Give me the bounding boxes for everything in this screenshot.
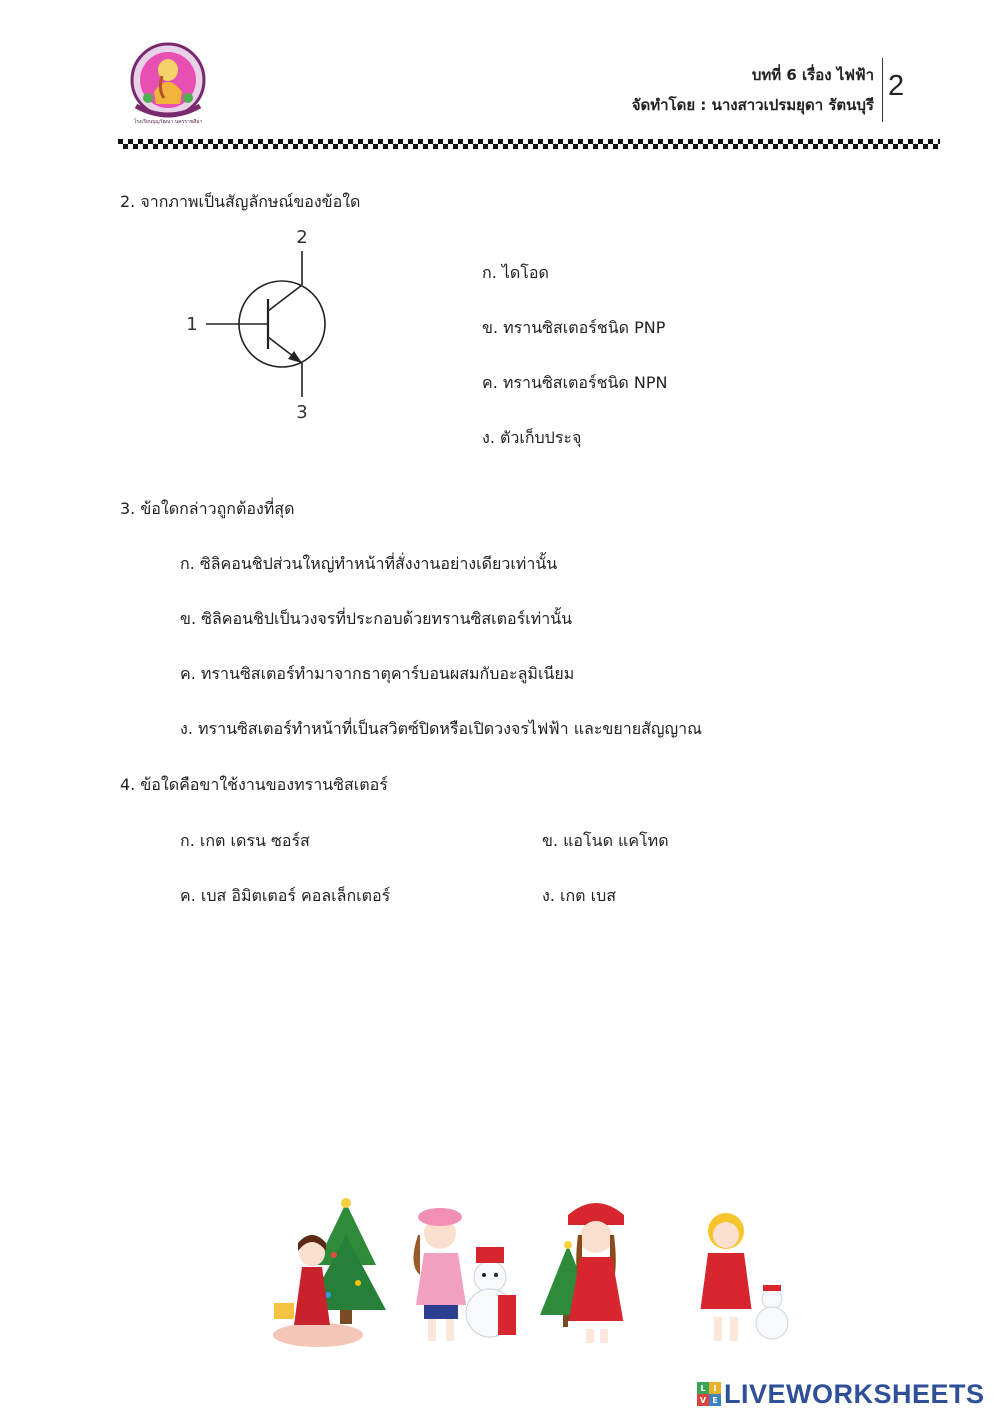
collector-diagonal [268, 285, 302, 311]
document-author: จัดทำโดย : นางสาวเปรมยุดา รัตนบุรี [631, 96, 874, 114]
q3-option-b[interactable]: ข. ซิลิคอนชิปเป็นวงจรที่ประกอบด้วยทรานซิสเตอร์เท่านั้น [180, 609, 573, 628]
girl-in-pink-coat-icon [413, 1208, 466, 1341]
transistor-symbol-diagram [170, 215, 340, 430]
document-title: บทที่ 6 เรื่อง ไฟฟ้า [751, 66, 874, 84]
christmas-girls-decoration [268, 1195, 798, 1350]
question-3: 3. ข้อใดกล่าวถูกต้องที่สุด [120, 499, 295, 518]
brand-badge-letter: E [709, 1394, 721, 1406]
header-divider [882, 58, 883, 122]
q4-option-b[interactable]: ข. แอโนด แคโทด [542, 831, 669, 850]
q2-option-d[interactable]: ง. ตัวเก็บประจุ [482, 428, 582, 447]
pin-label-collector: 2 [296, 227, 308, 248]
q3-option-a[interactable]: ก. ซิลิคอนชิปส่วนใหญ่ทำหน้าที่สั่งงานอย่างเดียวเท่านั้น [180, 554, 558, 573]
q2-option-a[interactable]: ก. ไดโอด [482, 263, 549, 282]
q4-option-d[interactable]: ง. เกต เบส [542, 886, 617, 905]
brand-badge [697, 1382, 721, 1406]
q4-option-c[interactable]: ค. เบส อิมิตเตอร์ คอลเล็กเตอร์ [180, 886, 391, 905]
snowman-icon [756, 1285, 788, 1339]
pin-label-emitter: 3 [296, 402, 308, 423]
brand-badge-letter: I [709, 1382, 721, 1394]
checkered-rule [118, 139, 940, 149]
logo-caption: โรงเรียนบุญวัฒนา นครราชสีมา [133, 119, 203, 125]
liveworksheets-logo [697, 1378, 985, 1410]
brand-name: LIVEWORKSHEETS [724, 1378, 985, 1409]
q3-option-d[interactable]: ง. ทรานซิสเตอร์ทำหน้าที่เป็นสวิตซ์ปิดหรือเปิดวงจรไฟฟ้า และขยายสัญญาณ [180, 719, 702, 738]
pin-label-base: 1 [186, 314, 198, 335]
brand-badge-letter: L [697, 1382, 709, 1394]
school-logo [118, 40, 218, 126]
snowman-icon [466, 1247, 516, 1337]
q2-option-b[interactable]: ข. ทรานซิสเตอร์ชนิด PNP [482, 318, 666, 337]
emitter-arrow [288, 351, 302, 363]
q2-option-c[interactable]: ค. ทรานซิสเตอร์ชนิด NPN [482, 373, 668, 392]
page-number: 2 [888, 70, 905, 102]
q3-option-c[interactable]: ค. ทรานซิสเตอร์ทำมาจากธาตุคาร์บอนผสมกับอะลูมิเนียม [180, 664, 575, 683]
brand-badge-letter: V [697, 1394, 709, 1406]
question-2: 2. จากภาพเป็นสัญลักษณ์ของข้อใด [120, 192, 361, 211]
blonde-girl-icon [700, 1213, 752, 1341]
q4-option-a[interactable]: ก. เกต เดรน ซอร์ส [180, 831, 310, 850]
question-4: 4. ข้อใดคือขาใช้งานของทรานซิสเตอร์ [120, 775, 388, 794]
